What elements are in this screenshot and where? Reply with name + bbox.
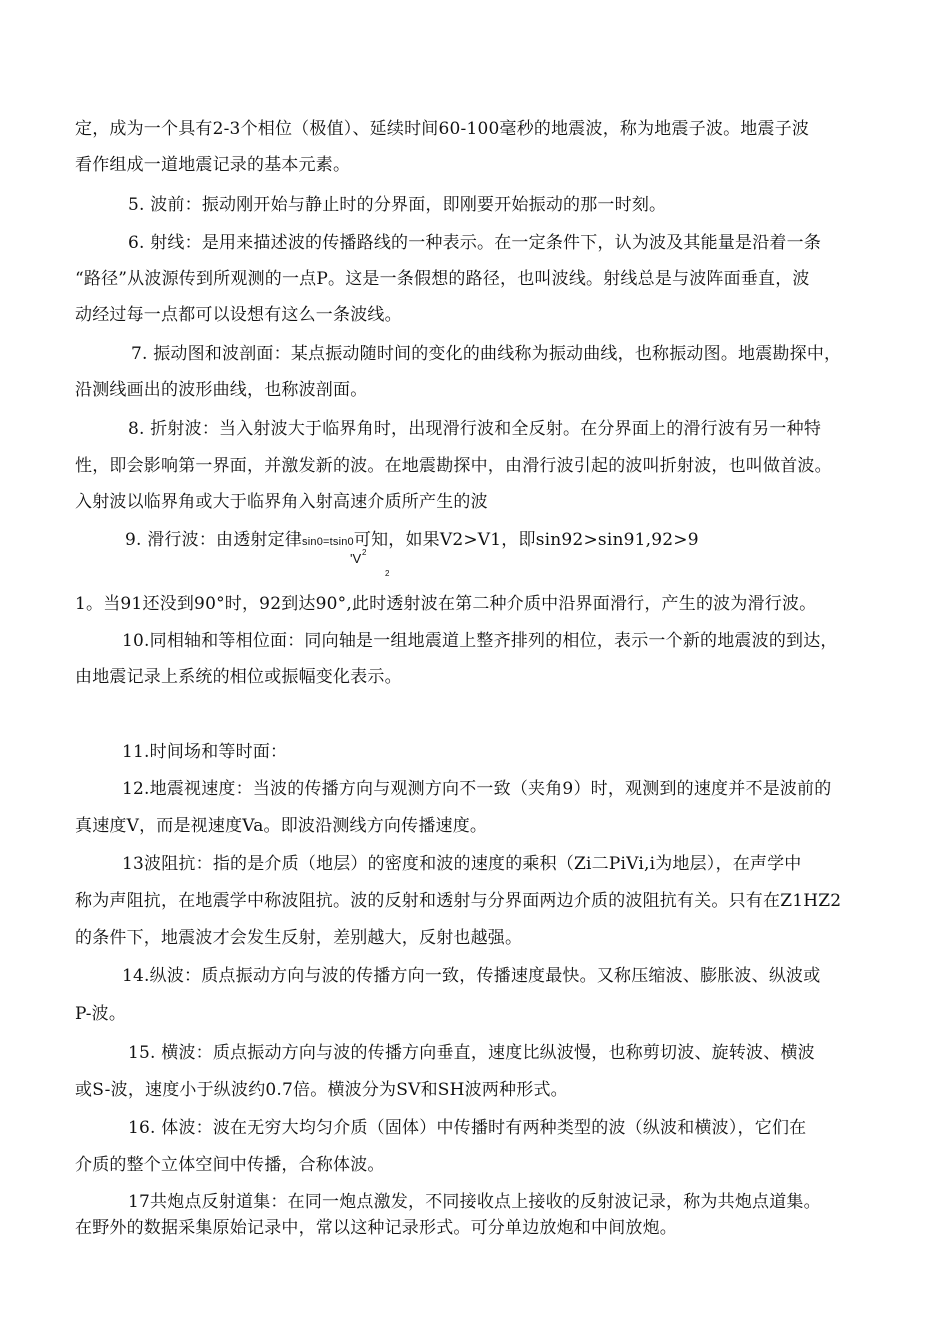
text-line: 8. 折射波：当入射波大于临界角时，出现滑行波和全反射。在分界面上的滑行波有另一种特: [128, 419, 822, 439]
text-line: 13波阻抗：指的是介质（地层）的密度和波的速度的乘积（Zi二PiVi,i为地层），在声学中: [122, 854, 802, 874]
text-line: 介质的整个立体空间中传播，合称体波。: [75, 1155, 385, 1175]
formula-superscript: 2: [362, 548, 367, 557]
text-line: 沿测线画出的波形曲线，也称波剖面。: [75, 380, 368, 400]
text-line: 12.地震视速度：当波的传播方向与观测方向不一致（夹角9）时，观测到的速度并不是波前的: [122, 779, 832, 799]
text-line: 10.同相轴和等相位面：同向轴是一组地震道上整齐排列的相位，表示一个新的地震波的到达，: [122, 631, 838, 651]
text-line: 动经过每一点都可以设想有这么一条波线。: [75, 305, 402, 325]
text-line: [125, 529, 699, 553]
text-line: 17共炮点反射道集：在同一炮点激发，不同接收点上接收的反射波记录，称为共炮点道集。: [128, 1192, 821, 1212]
text-line: 7. 振动图和波剖面：某点振动随时间的变化的曲线称为振动曲线，也称振动图。地震勘探中，: [131, 344, 842, 364]
text-line: “路径”从波源传到所观测的一点P。这是一条假想的路径，也叫波线。射线总是与波阵面垂直，波: [75, 269, 810, 289]
text-line: 称为声阻抗，在地震学中称波阻抗。波的反射和透射与分界面两边介质的波阻抗有关。只有在Z1HZ2: [75, 891, 842, 911]
text-line: 11.时间场和等时面：: [122, 742, 288, 762]
text-line: 性，即会影响第一界面，并激发新的波。在地震勘探中，由滑行波引起的波叫折射波，也叫做首波。: [75, 456, 832, 476]
text-line: 16. 体波：波在无穷大均匀介质（固体）中传播时有两种类型的波（纵波和横波），它们在: [128, 1118, 807, 1138]
text-line: 5. 波前：振动刚开始与静止时的分界面，即刚要开始振动的那一时刻。: [128, 195, 667, 215]
text-line: 入射波以临界角或大于临界角入射高速介质所产生的波: [75, 492, 488, 512]
formula-subscript: 'V: [350, 551, 362, 566]
text-line: 定，成为一个具有2-3个相位（极值）、延续时间60-100毫秒的地震波，称为地震子波。地震子波: [75, 119, 810, 139]
formula-subscript: 2: [385, 569, 390, 578]
text-line: 在野外的数据采集原始记录中，常以这种记录形式。可分单边放炮和中间放炮。: [75, 1218, 677, 1238]
text-line: 的条件下，地震波才会发生反射，差别越大，反射也越强。: [75, 928, 523, 948]
text-line: 6. 射线：是用来描述波的传播路线的一种表示。在一定条件下，认为波及其能量是沿着一条: [128, 233, 822, 253]
text-line: 由地震记录上系统的相位或振幅变化表示。: [75, 667, 402, 687]
text-line: 或S-波，速度小于纵波约0.7倍。横波分为SV和SH波两种形式。: [75, 1080, 568, 1100]
text-segment: 可知，如果V2>V1，即sin92>sin91,92>9: [353, 530, 699, 550]
text-line: P-波。: [75, 1004, 127, 1024]
text-line: 15. 横波：质点振动方向与波的传播方向垂直，速度比纵波慢，也称剪切波、旋转波、横波: [128, 1043, 815, 1063]
text-line: 1。当91还没到90°时，92到达90°,此时透射波在第二种介质中沿界面滑行，产生的波为滑行波。: [75, 594, 817, 614]
text-segment: 9. 滑行波：由透射定律: [125, 530, 303, 550]
text-line: 真速度V，而是视速度Va。即波沿测线方向传播速度。: [75, 816, 488, 836]
formula-text: sin0=tsin0: [302, 536, 354, 548]
text-line: 看作组成一道地震记录的基本元素。: [75, 155, 351, 175]
text-line: 14.纵波：质点振动方向与波的传播方向一致，传播速度最快。又称压缩波、膨胀波、纵波或: [122, 966, 821, 986]
